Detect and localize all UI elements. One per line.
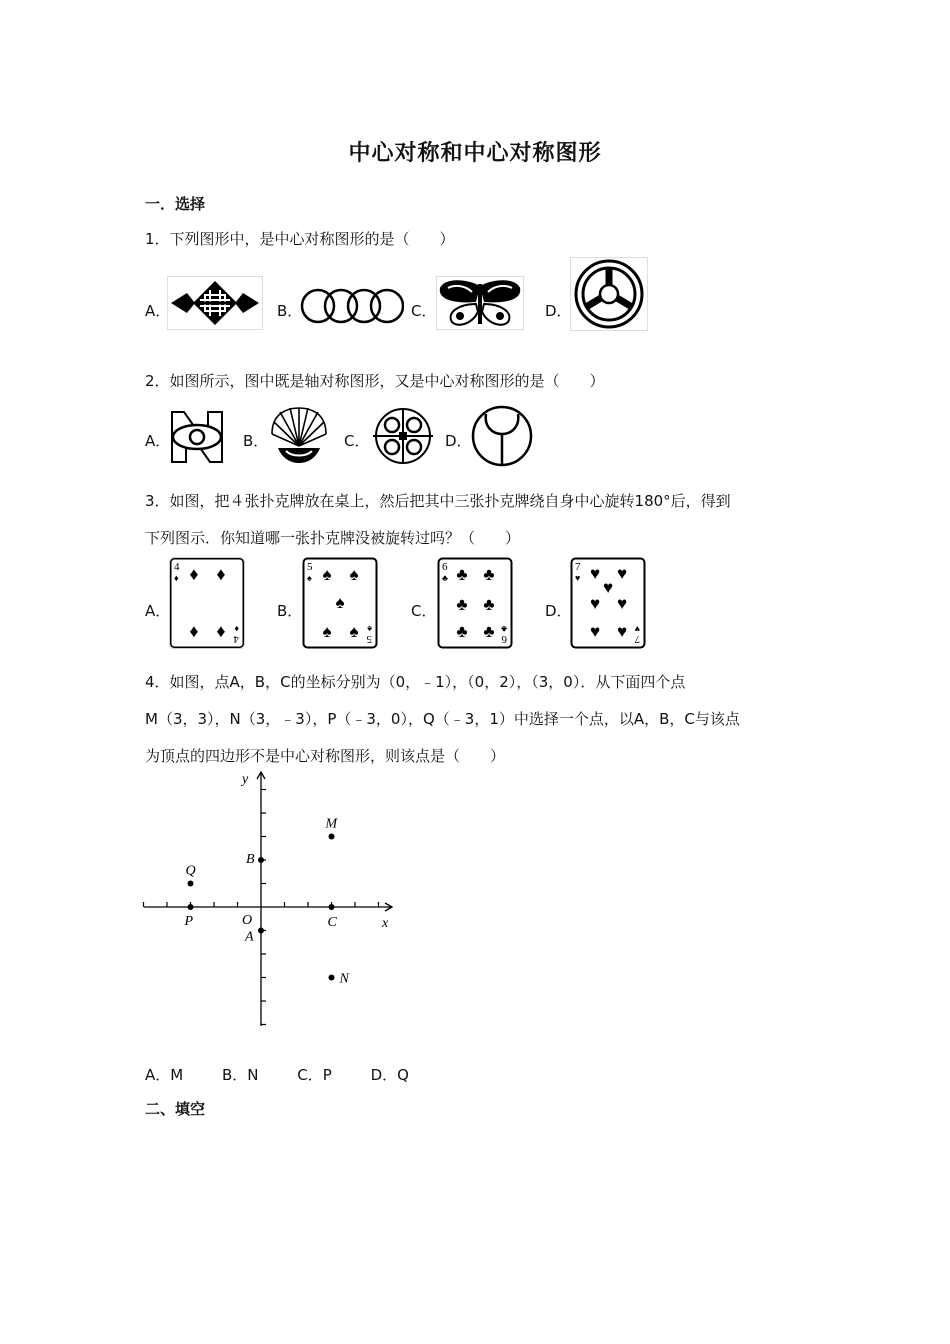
spade-icon: ♠ [307,573,312,583]
q4-option-a: A．M [145,1066,184,1084]
card-6-rank-top: 6 [442,561,448,573]
club-icon: ♣ [483,565,495,584]
card-6-rank-bottom: 6 [501,633,507,645]
diamond-icon: ♦ [234,624,239,634]
playing-card-5-spades [302,557,378,649]
q1-option-a-label: A． [145,302,171,320]
point-c [329,904,335,910]
quartered-circle-figure [371,406,435,466]
card-4-rank-bottom: 4 [233,633,239,645]
card-7-rank-bottom: 7 [634,633,640,645]
spade-icon: ♠ [335,593,345,612]
coordinate-graph [142,768,398,1030]
butterfly-figure [436,276,524,330]
playing-card-7-hearts [570,557,646,649]
club-icon: ♣ [483,622,495,641]
steering-wheel-figure [570,257,648,331]
spade-icon: ♠ [349,565,359,584]
playing-card-4-diamonds [169,557,245,649]
point-b [258,857,264,863]
diamond-icon: ♦ [216,621,226,641]
diamond-icon: ♦ [189,621,199,641]
question-1-text: 1．下列图形中，是中心对称图形的是（ ） [145,230,455,248]
question-3-line-1: 3．如图，把４张扑克牌放在桌上，然后把其中三张扑克牌绕自身中心旋转180°后，得到 [145,492,731,510]
card-5-rank-bottom: 5 [366,633,372,645]
spade-icon: ♠ [367,624,372,634]
point-q [188,881,194,887]
club-icon: ♣ [456,565,468,584]
question-4-line-2: M（3，3），N（3，﹣3），P（﹣3，0），Q（﹣3，1）中选择一个点，以A，B，C与该点 [145,710,740,728]
heart-icon: ♥ [616,564,628,583]
spade-icon: ♠ [322,565,332,584]
peace-circle-figure [470,404,534,468]
point-label-a: A [245,929,254,945]
spade-icon: ♠ [322,622,332,641]
q3-option-d-label: D． [545,602,572,620]
origin-label: O [242,913,253,928]
q3-option-a-label: A． [145,602,171,620]
point-a [258,928,264,934]
card-4-suit-top-icon: ♦ [174,573,179,583]
page-title: 中心对称和中心对称图形 [348,141,602,166]
point-label-m: M [325,816,338,832]
club-icon: ♣ [483,595,495,614]
point-label-q: Q [185,863,196,879]
q4-option-d: D．Q [370,1066,409,1084]
q2-option-c-label: C． [344,432,370,450]
q4-option-c: C．P [297,1066,332,1084]
section-heading-fill-blank: 二、填空 [145,1100,206,1118]
q4-option-b: B．N [222,1066,259,1084]
heart-icon: ♥ [616,622,628,641]
heart-icon: ♥ [589,564,601,583]
point-n [329,975,335,981]
point-label-c: C [327,915,337,930]
heart-icon: ♥ [602,578,614,597]
chinese-knot-figure [167,276,263,330]
q1-option-c-label: C． [411,302,437,320]
section-heading-choice: 一．选择 [145,195,206,213]
q4-answer-options [145,1064,443,1085]
club-icon: ♣ [456,595,468,614]
q2-option-d-label: D． [445,432,472,450]
card-5-rank-top: 5 [307,561,313,573]
x-axis-label: x [382,916,389,931]
question-2-text: 2．如图所示，图中既是轴对称图形，又是中心对称图形的是（ ） [145,372,605,390]
point-label-n: N [339,971,349,987]
question-4-line-3: 为顶点的四边形不是中心对称图形，则该点是（ ） [145,747,506,765]
club-icon: ♣ [442,573,448,583]
diamond-icon: ♦ [189,564,199,584]
q1-option-d-label: D． [545,302,572,320]
playing-card-6-clubs [437,557,513,649]
card-4-rank-top: 4 [174,561,180,573]
four-rings-figure [300,283,404,329]
y-axis-label: y [242,772,249,787]
spade-icon: ♠ [349,622,359,641]
point-label-b: B [246,852,255,867]
heart-icon: ♥ [589,622,601,641]
heart-icon: ♥ [575,573,581,583]
card-7-rank-top: 7 [575,561,581,573]
heart-icon: ♥ [589,594,601,613]
point-m [329,834,335,840]
diamond-icon: ♦ [216,564,226,584]
q1-option-b-label: B． [277,302,303,320]
q3-option-b-label: B． [277,602,303,620]
q2-option-b-label: B． [243,432,269,450]
point-label-p: P [184,914,194,929]
point-p [188,904,194,910]
n-eye-logo-figure [170,410,224,464]
q3-option-c-label: C． [411,602,437,620]
sunburst-fan-figure [268,406,330,466]
q2-option-a-label: A． [145,432,171,450]
club-icon: ♣ [456,622,468,641]
question-4-line-1: 4．如图，点A，B，C的坐标分别为（0，﹣1），（0，2），（3，0）．从下面四个点 [145,673,686,691]
heart-icon: ♥ [634,624,640,634]
question-3-line-2: 下列图示．你知道哪一张扑克牌没被旋转过吗？（ ） [145,529,521,547]
heart-icon: ♥ [616,594,628,613]
club-icon: ♣ [501,624,507,634]
